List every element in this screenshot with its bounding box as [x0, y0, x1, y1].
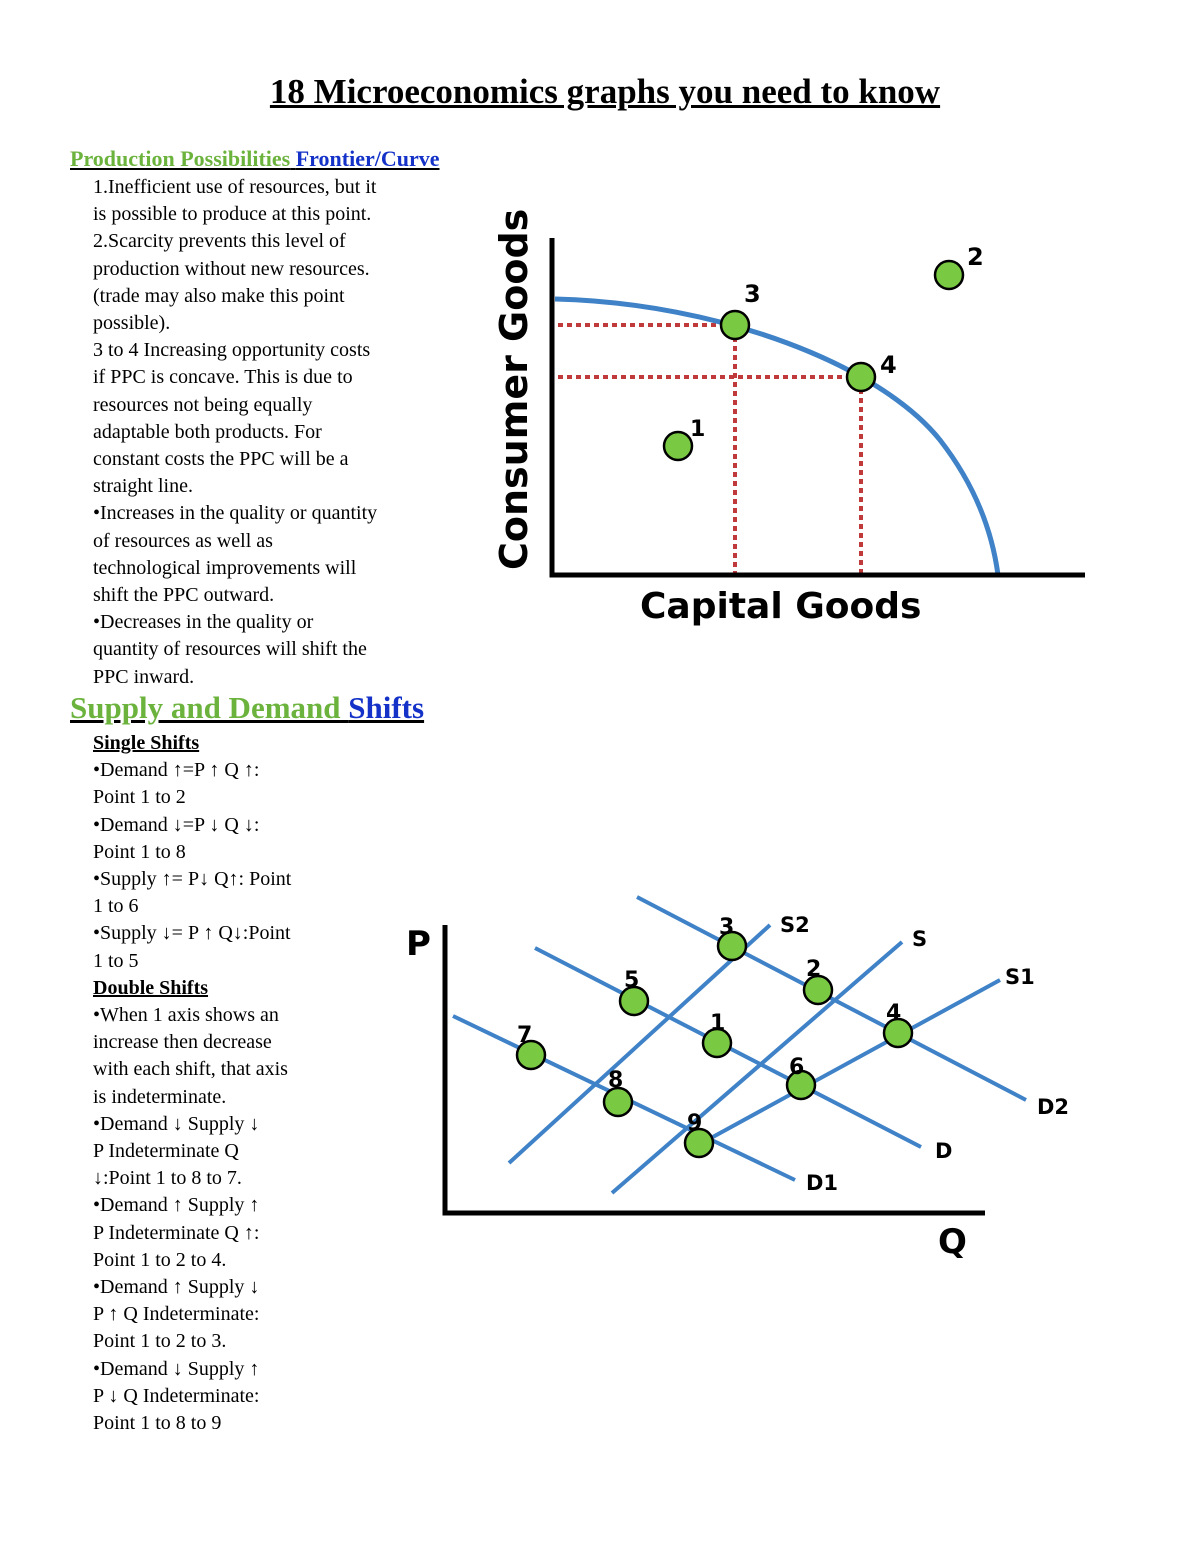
ppc-guide-4	[558, 377, 861, 573]
ppc-point-label-2: 2	[967, 243, 984, 271]
text-line: •Demand ↓ Supply ↓	[93, 1112, 260, 1135]
text-line: 1 to 6	[93, 895, 139, 918]
text-line: P ↑ Q Indeterminate:	[93, 1303, 260, 1326]
ppc-curve	[555, 299, 998, 575]
text-line: •Demand ↑ Supply ↑	[93, 1194, 260, 1217]
text-line: •Demand ↑ Supply ↓	[93, 1276, 260, 1299]
sd-chart	[406, 897, 1069, 1262]
text-line: Point 1 to 2	[93, 786, 186, 809]
text-line: •Increases in the quality or quantity	[93, 502, 378, 525]
sd-point-label-2: 2	[806, 957, 822, 982]
text-line: with each shift, that axis	[93, 1058, 288, 1081]
supply-label-s1: S1	[1005, 965, 1035, 989]
text-line: increase then decrease	[93, 1031, 272, 1054]
text-line: straight line.	[93, 475, 193, 498]
ppc-ylabel: Consumer Goods	[492, 208, 536, 570]
ppc-heading-green: Production Possibilities	[70, 146, 291, 171]
text-line: •Decreases in the quality or	[93, 611, 314, 634]
text-line: P Indeterminate Q	[93, 1140, 239, 1163]
text-line: quantity of resources will shift the	[93, 638, 367, 661]
text-line: PPC inward.	[93, 665, 195, 688]
ppc-point-4	[847, 363, 875, 391]
ppc-point-label-3: 3	[744, 280, 761, 308]
text-line: •Demand ↓ Supply ↑	[93, 1357, 260, 1380]
text-line: technological improvements will	[93, 556, 357, 579]
double-shifts-title: Double Shifts	[93, 976, 209, 999]
text-line: Point 1 to 2 to 3.	[93, 1330, 227, 1353]
demand-label-d: D	[935, 1139, 953, 1163]
text-line: if PPC is concave. This is due to	[93, 366, 353, 389]
ppc-xlabel: Capital Goods	[640, 586, 922, 627]
text-line: •Demand ↑=P ↑ Q ↑:	[93, 759, 260, 782]
sd-xlabel: Q	[938, 1222, 967, 1262]
text-line: 1.Inefficient use of resources, but it	[93, 176, 377, 198]
ppc-axes	[552, 238, 1085, 575]
text-line: of resources as well as	[93, 529, 273, 552]
sd-heading-blue: Shifts	[348, 690, 425, 725]
supply-curve-s	[612, 942, 902, 1193]
text-line: 3 to 4 Increasing opportunity costs	[93, 339, 371, 362]
ppc-point-2	[935, 261, 963, 289]
sd-point-label-4: 4	[886, 1001, 902, 1026]
text-line: (trade may also make this point	[93, 284, 345, 307]
supply-label-s2: S2	[780, 913, 810, 937]
text-line: ↓:Point 1 to 8 to 7.	[93, 1167, 242, 1190]
text-line: •When 1 axis shows an	[93, 1004, 279, 1027]
ppc-guide-3	[558, 325, 735, 573]
ppc-point-1	[664, 432, 692, 460]
ppc-heading-blue: Frontier/Curve	[295, 146, 440, 171]
sd-ylabel: P	[406, 924, 431, 964]
demand-label-d1: D1	[806, 1171, 839, 1195]
text-line: is indeterminate.	[93, 1085, 227, 1108]
sd-point-label-9: 9	[687, 1111, 703, 1136]
text-line: constant costs the PPC will be a	[93, 448, 349, 471]
text-line: adaptable both products. For	[93, 420, 322, 443]
ppc-point-label-1: 1	[690, 417, 706, 442]
ppc-point-label-4: 4	[880, 351, 897, 379]
text-line: possible).	[93, 312, 171, 335]
sd-point-label-1: 1	[710, 1011, 726, 1036]
text-line: 2.Scarcity prevents this level of	[93, 230, 346, 253]
text-line: •Supply ↓= P ↑ Q↓:Point	[93, 922, 291, 945]
ppc-chart	[492, 209, 1085, 627]
text-line: production without new resources.	[93, 257, 370, 280]
text-line: is possible to produce at this point.	[93, 203, 372, 226]
sd-point-label-3: 3	[719, 915, 735, 940]
text-line: resources not being equally	[93, 393, 313, 416]
text-line: Point 1 to 2 to 4.	[93, 1248, 227, 1271]
text-line: P Indeterminate Q ↑:	[93, 1221, 260, 1244]
demand-label-d2: D2	[1037, 1095, 1070, 1119]
sd-point-label-6: 6	[789, 1055, 805, 1080]
sd-point-label-7: 7	[517, 1023, 533, 1048]
single-shifts-title: Single Shifts	[93, 732, 200, 754]
text-line: •Demand ↓=P ↓ Q ↓:	[93, 813, 260, 836]
sd-point-label-5: 5	[624, 968, 640, 993]
sd-point-label-8: 8	[608, 1068, 624, 1093]
supply-label-s: S	[912, 927, 928, 951]
text-line: Point 1 to 8 to 9	[93, 1412, 222, 1435]
text-line: P ↓ Q Indeterminate:	[93, 1384, 260, 1407]
text-line: shift the PPC outward.	[93, 584, 275, 607]
ppc-point-3	[721, 311, 749, 339]
text-line: •Supply ↑= P↓ Q↑: Point	[93, 868, 292, 891]
text-line: Point 1 to 8	[93, 840, 186, 863]
page-title: 18 Microeconomics graphs you need to know	[269, 72, 941, 111]
text-line: 1 to 5	[93, 949, 139, 972]
sd-heading-green: Supply and Demand	[70, 690, 341, 725]
